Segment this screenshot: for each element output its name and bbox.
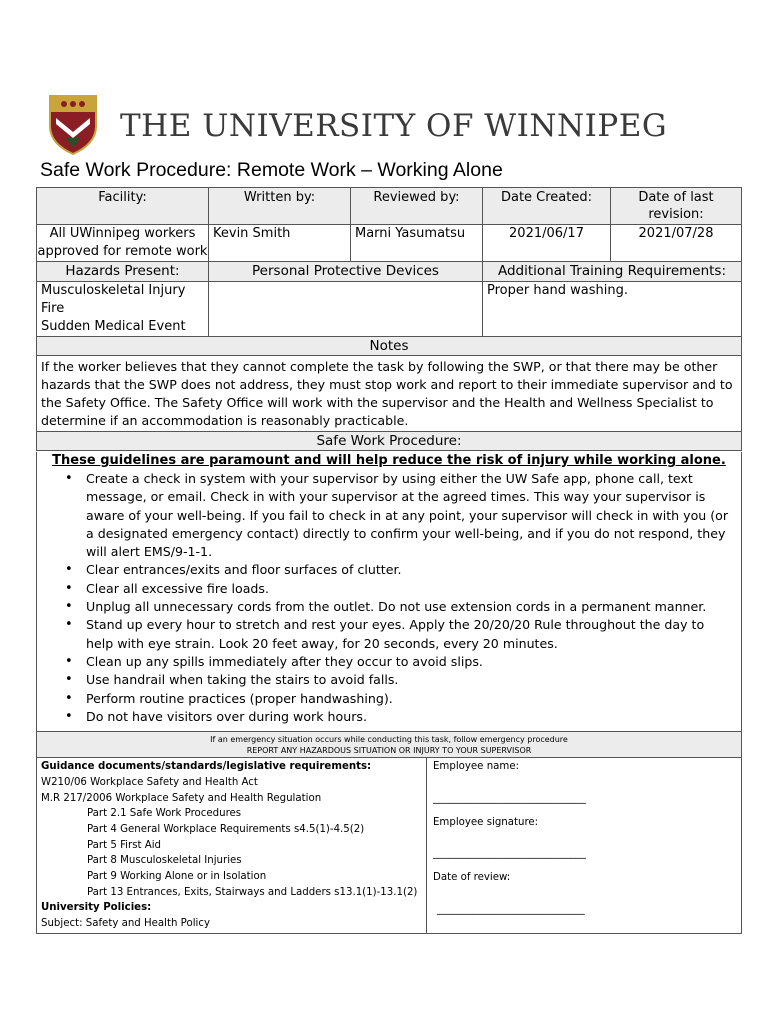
list-item: • Clean up any spills immediately after they occur to avoid slips. [86,653,733,671]
procedure-subtitle: These guidelines are paramount and will help reduce the risk of injury while working alone. [52,453,726,468]
list-item: • Clear entrances/exits and floor surfaces of clutter. [86,561,733,579]
guidance-heading: Guidance documents/standards/legislative requirements: [41,761,372,773]
regulation-part: Part 9 Working Alone or in Isolation [87,871,267,883]
procedure-body [36,452,742,731]
hazard-item: Musculoskeletal Injury [41,283,186,298]
hazards-value-row [36,282,742,336]
written-by-value: Kevin Smith [209,225,351,261]
hazards-label: Hazards Present: [37,261,209,282]
list-item: • Use handrail when taking the stairs to avoid falls. [86,671,733,689]
emergency-notice [36,731,742,758]
date-review-field[interactable]: _____________________________ [437,903,585,915]
regulation-part: Part 4 General Workplace Requirements s4.5(1)-4.5(2) [87,823,365,835]
ppe-label: Personal Protective Devices [209,261,483,282]
guidance-documents [37,758,427,933]
procedure-label: Safe Work Procedure: [36,431,742,451]
swp-table [36,187,742,934]
employee-signoff [427,758,741,933]
date-revision-value: 2021/07/28 [638,226,714,241]
list-item: • Unplug all unnecessary cords from the outlet. Do not use extension cords in a permanent manner. [86,598,733,616]
written-by-label: Written by: [209,187,351,225]
info-value-row [36,225,742,261]
list-item: • Stand up every hour to stretch and rest your eyes. Apply the 20/20/20 Rule throughout the day to help with eye strain. Look 20 feet away, for 20 seconds, every 20 minutes. [86,616,733,653]
policy-subject: Subject: Safety and Health Policy [41,918,210,930]
emergency-line-2: REPORT ANY HAZARDOUS SITUATION OR INJURY TO YOUR SUPERVISOR [246,746,532,756]
header [40,92,668,156]
university-name: THE UNIVERSITY OF WINNIPEG [120,108,668,144]
emergency-line-1: If an emergency situation occurs while conducting this task, follow emergency procedure [210,735,568,745]
employee-signature-field[interactable]: ______________________________ [433,848,586,860]
regulation-part: Part 8 Musculoskeletal Injuries [87,855,242,867]
guidance-regulation: M.R 217/2006 Workplace Safety and Health Regulation [41,792,322,804]
facility-value: All UWinnipeg workers approved for remote work [37,226,208,259]
regulation-part: Part 2.1 Safe Work Procedures [87,808,242,820]
policies-heading: University Policies: [41,902,152,914]
university-crest-logo [46,92,100,156]
notes-label: Notes [36,336,742,356]
training-label: Additional Training Requirements: [483,261,741,282]
info-header-row [36,187,742,225]
reviewed-by-value: Marni Yasumatsu [351,225,483,261]
facility-label: Facility: [37,187,209,225]
date-review-label: Date of review: [433,871,511,883]
hazards-list [37,282,209,336]
hazard-item: Fire [41,301,65,316]
date-created-label: Date Created: [483,187,611,225]
procedure-list [37,470,741,726]
hazards-header-row [36,261,742,282]
employee-name-field[interactable]: ______________________________ [433,792,586,804]
reviewed-by-label: Reviewed by: [351,187,483,225]
employee-signature-label: Employee signature: [433,816,539,828]
ppe-value [209,282,483,336]
hazard-item: Sudden Medical Event [41,319,186,334]
bottom-section [36,758,742,934]
regulation-part: Part 5 First Aid [87,839,162,851]
date-revision-label: Date of last revision: [611,187,741,225]
regulation-part: Part 13 Entrances, Exits, Stairways and Ladders s13.1(1)-13.1(2) [87,886,418,898]
list-item: • Perform routine practices (proper handwashing). [86,690,733,708]
list-item: • Clear all excessive fire loads. [86,580,733,598]
guidance-act: W210/06 Workplace Safety and Health Act [41,776,258,788]
page-title: Safe Work Procedure: Remote Work – Working Alone [40,159,503,181]
date-created-value: 2021/06/17 [483,225,611,261]
list-item: • Create a check in system with your supervisor by using either the UW Safe app, phone call, text message, or email. Check in with your supervisor at the agreed times. This way your supervisor is aware of your well-being. If you fail to check in at any point, your supervisor will check in with you (or a designated emergency contact) directly to confirm your well-being, and if you do not respond, they will alert EMS/9-1-1. [86,470,733,561]
training-value: Proper hand washing. [487,283,629,298]
notes-text: If the worker believes that they cannot complete the task by following the SWP, or that there may be other hazards that the SWP does not address, they must stop work and report to their immediate supervisor and to the Safety Office. The Safety Office will work with the supervisor and the Health and Wellness Specialist to determine if an accommodation is reasonably practicable. [36,356,742,431]
employee-name-label: Employee name: [433,761,520,773]
list-item: • Do not have visitors over during work hours. [86,708,733,726]
